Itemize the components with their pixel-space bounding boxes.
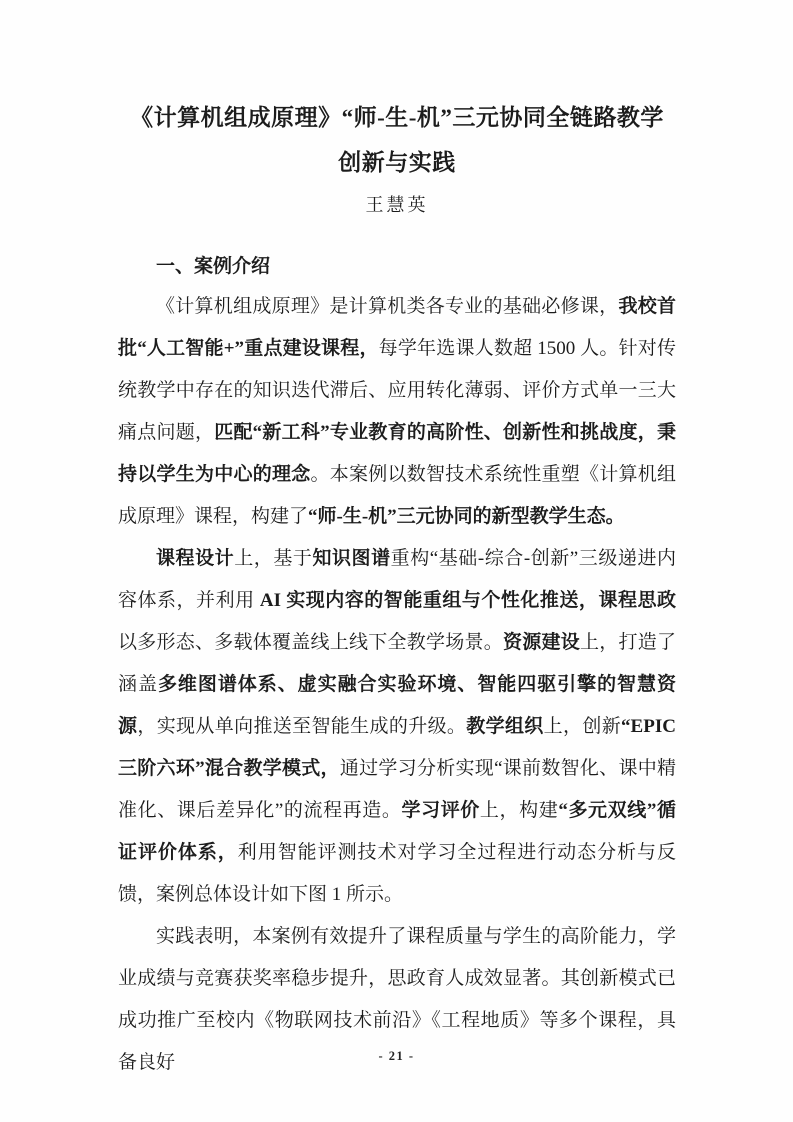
bold-text-run: “EPIC 三阶六环”混合教学模式， xyxy=(118,716,676,779)
bold-text-run: 学习评价 xyxy=(401,800,480,821)
body-paragraphs xyxy=(118,286,676,1084)
text-run: 上，打造了涵盖 xyxy=(118,632,676,695)
bold-text-run: 课程设计 xyxy=(156,548,235,569)
bold-text-run: AI 实现内容的智能重组与个性化推送，课程思政 xyxy=(259,590,676,611)
section-heading: 一、案例介绍 xyxy=(156,256,271,277)
text-run: 利用智能评测技术对学习全过程进行动态分析与反馈，案例总体设计如下图 1 所示。 xyxy=(118,842,676,905)
text-run: 以多形态、多载体覆盖线上线下全教学场景。 xyxy=(118,632,503,653)
text-run: 重构“基础-综合-创新”三级递进内容体系，并利用 xyxy=(118,548,676,611)
title-line-2: 创新与实践 xyxy=(338,150,456,175)
author-name: 王慧英 xyxy=(365,195,429,215)
text-run: 通过学习分析实现“课前数智化、课中精准化、课后差异化”的流程再造。 xyxy=(118,758,676,821)
text-run: 《计算机组成原理》是计算机类各专业的基础必修课， xyxy=(156,296,619,317)
bold-text-run: 教学组织 xyxy=(466,716,544,737)
bold-text-run: 资源建设 xyxy=(502,632,580,653)
page-content xyxy=(118,0,676,1084)
document-title xyxy=(118,95,676,185)
bold-text-run: “师-生-机”三元协同的新型教学生态。 xyxy=(308,506,625,527)
text-run: 每学年选课人数超 1500 人。针对传统教学中存在的知识迭代滞后、应用转化薄弱、评价方式单一三大痛点问题， xyxy=(118,338,676,443)
bold-text-run: 多维图谱体系、虚实融合实验环境、智能四驱引擎的智慧资源 xyxy=(118,674,676,737)
bold-text-run: 我校首批“人工智能+”重点建设课程， xyxy=(118,296,676,359)
text-run: 上，基于 xyxy=(234,548,313,569)
title-line-1: 《计算机组成原理》“师-生-机”三元协同全链路教学 xyxy=(130,105,664,130)
text-run: 上，构建 xyxy=(479,800,559,821)
text-run: 。本案例以数智技术系统性重塑《计算机组成原理》课程，构建了 xyxy=(118,464,676,527)
bold-text-run: 匹配“新工科”专业教育的高阶性、创新性和挑战度，秉持以学生为中心的理念 xyxy=(118,422,676,485)
paragraph xyxy=(118,538,676,916)
bold-text-run: “多元双线”循证评价体系， xyxy=(118,800,676,863)
text-run: 上，创新 xyxy=(543,716,622,737)
page-number: - 21 - xyxy=(378,1049,415,1063)
bold-text-run: 知识图谱 xyxy=(312,548,391,569)
text-run: ，实现从单向推送至智能生成的升级。 xyxy=(137,716,467,737)
paragraph xyxy=(118,286,676,538)
text-run: 实践表明，本案例有效提升了课程质量与学生的高阶能力，学业成绩与竞赛获奖率稳步提升，思政育人成效显著。其创新模式已成功推广至校内《物联网技术前沿》《工程地质》等多个课程，具备良好 xyxy=(118,926,676,1073)
